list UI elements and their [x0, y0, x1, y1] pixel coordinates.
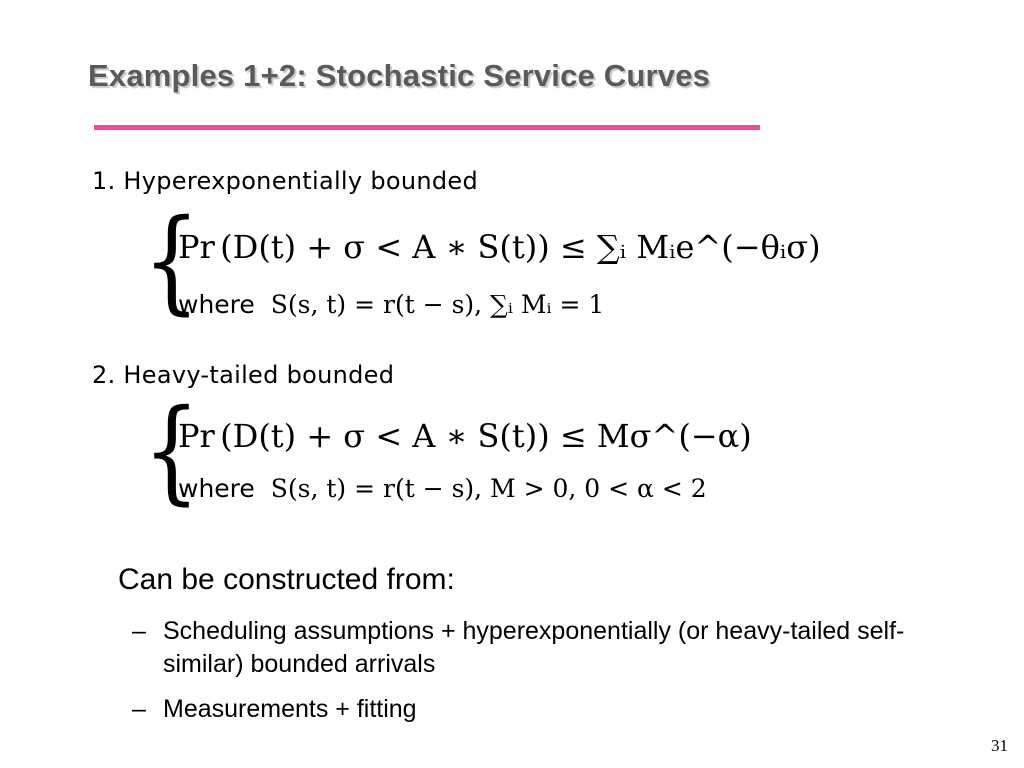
- bullet-item: [132, 693, 972, 726]
- item1-brace: {: [143, 196, 201, 326]
- item1-heading: 1. Hyperexponentially bounded: [92, 167, 478, 195]
- bullet-text: Scheduling assumptions + hyperexponentially (or heavy-tailed self-similar) bounded arrivals: [163, 617, 905, 678]
- slide-title: Examples 1+2: Stochastic Service Curves: [88, 58, 711, 93]
- item2-formula: Pr (D(t) + σ < A ∗ S(t)) ≤ Mσ^(−α): [178, 417, 752, 455]
- item2-where-formula: S(s, t) = r(t − s), M > 0, 0 < α < 2: [270, 474, 707, 503]
- item2-heading: 2. Heavy-tailed bounded: [92, 361, 395, 389]
- bullet-text: Measurements + fitting: [163, 695, 417, 723]
- item1-where-line: [178, 290, 604, 319]
- item1-where-label: where: [178, 290, 255, 319]
- item1-formula: Pr (D(t) + σ < A ∗ S(t)) ≤ ∑ᵢ Mᵢe^(−θᵢσ): [178, 228, 821, 266]
- item2-where-line: [178, 474, 707, 503]
- item2-where-label: where: [178, 474, 255, 503]
- construction-heading: Can be constructed from:: [118, 563, 455, 596]
- slide-number: 31: [991, 736, 1008, 755]
- title-underline: [94, 125, 760, 130]
- item2-brace: {: [143, 386, 201, 516]
- construction-bullet-list: [132, 615, 972, 738]
- item1-where-formula: S(s, t) = r(t − s), ∑ᵢ Mᵢ = 1: [270, 290, 605, 319]
- bullet-dash: –: [132, 695, 146, 723]
- bullet-item: [132, 615, 972, 681]
- bullet-dash: –: [132, 617, 146, 645]
